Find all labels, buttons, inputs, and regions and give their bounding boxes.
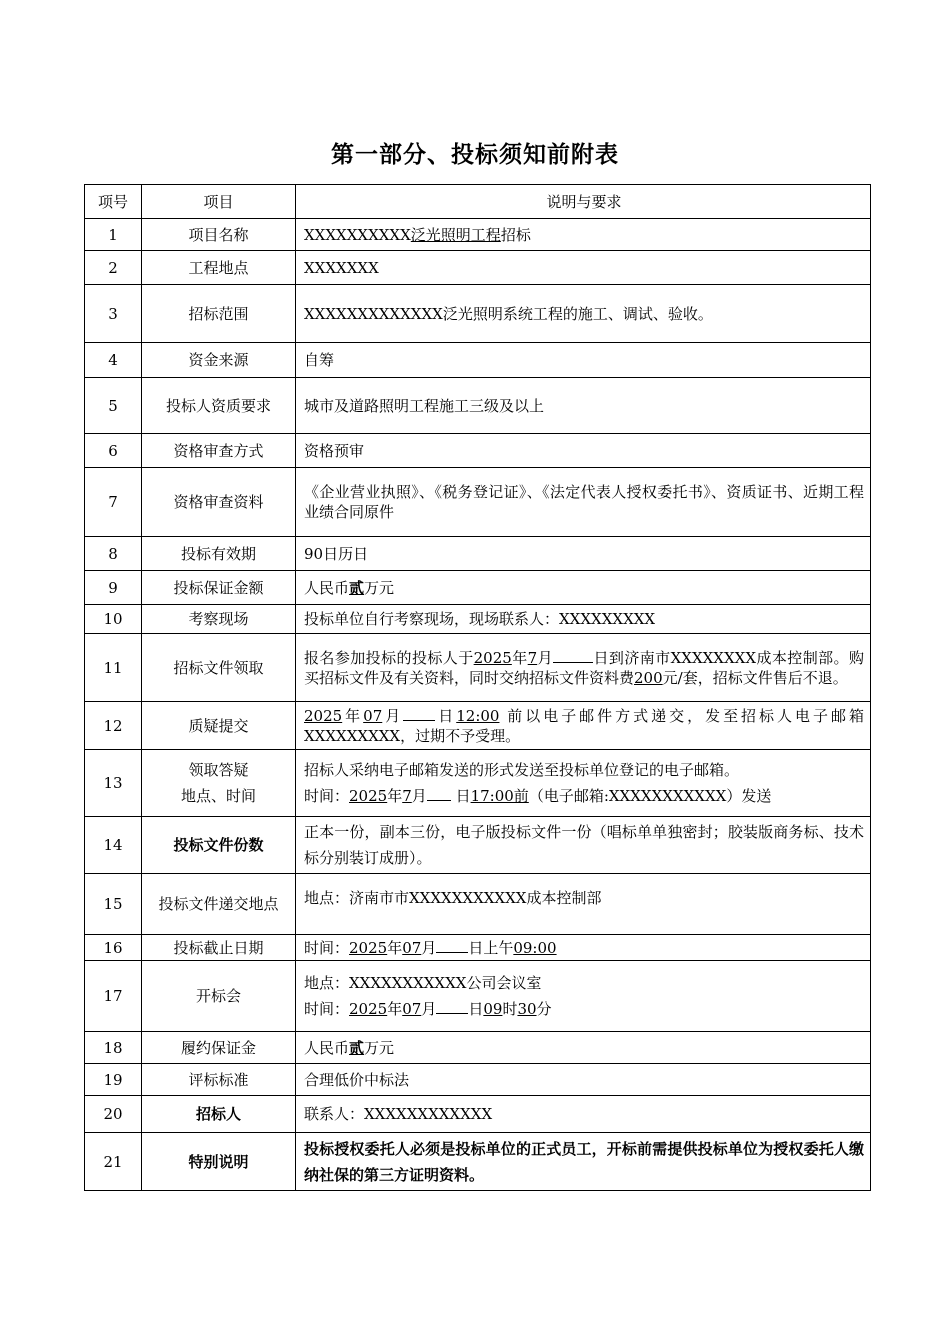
row-no: 17 bbox=[85, 961, 142, 1032]
fee-value: 200 bbox=[634, 668, 663, 687]
time-value: 09:00 bbox=[513, 938, 557, 957]
meeting-place: 地点：XXXXXXXXXXX公司会议室 bbox=[304, 974, 542, 992]
row-item-line: 领取答疑 bbox=[188, 761, 249, 779]
row-desc bbox=[296, 1032, 871, 1064]
row-desc bbox=[296, 750, 871, 817]
row-desc bbox=[296, 961, 871, 1032]
desc-text: 月 bbox=[382, 706, 404, 725]
row-item: 履约保证金 bbox=[142, 1032, 296, 1064]
date-month: 7 bbox=[402, 787, 412, 805]
table-row bbox=[85, 343, 871, 378]
row-no: 6 bbox=[85, 434, 142, 468]
row-item: 项目名称 bbox=[142, 219, 296, 251]
row-item: 投标保证金额 bbox=[142, 571, 296, 605]
date-month: 07 bbox=[402, 1000, 422, 1018]
date-month: 07 bbox=[402, 938, 422, 957]
row-no: 8 bbox=[85, 537, 142, 571]
desc-text: 日 bbox=[455, 787, 471, 805]
date-year: 2025 bbox=[304, 706, 343, 725]
bid-instructions-table bbox=[84, 184, 871, 1191]
table-row bbox=[85, 605, 871, 634]
desc-line bbox=[304, 786, 864, 806]
desc-text: （电子邮箱:XXXXXXXXXXX）发送 bbox=[528, 787, 772, 805]
row-no: 3 bbox=[85, 285, 142, 343]
table-row bbox=[85, 817, 871, 874]
row-no: 9 bbox=[85, 571, 142, 605]
time-minute: 30 bbox=[517, 1000, 537, 1018]
row-desc: XXXXXXX bbox=[296, 251, 871, 285]
desc-text: 日上午 bbox=[468, 938, 514, 957]
row-desc: 联系人：XXXXXXXXXXXX bbox=[296, 1096, 871, 1133]
date-month: 07 bbox=[363, 706, 383, 725]
desc-text: 年 bbox=[387, 787, 403, 805]
row-item: 招标人 bbox=[142, 1096, 296, 1133]
row-item: 招标文件领取 bbox=[142, 634, 296, 702]
desc-text: 年 bbox=[387, 938, 403, 957]
table-row bbox=[85, 961, 871, 1032]
table-row bbox=[85, 468, 871, 537]
desc-text: 年 bbox=[511, 648, 528, 667]
currency-label: 人民币 bbox=[304, 1038, 350, 1057]
desc-text: 月 bbox=[421, 938, 437, 957]
row-item: 考察现场 bbox=[142, 605, 296, 634]
row-no: 2 bbox=[85, 251, 142, 285]
blank-day bbox=[436, 938, 468, 953]
desc-text: 时间： bbox=[304, 787, 350, 805]
row-item bbox=[142, 750, 296, 817]
time-value: 12:00 bbox=[456, 706, 500, 725]
row-no: 11 bbox=[85, 634, 142, 702]
row-desc: 合理低价中标法 bbox=[296, 1064, 871, 1096]
row-no: 5 bbox=[85, 378, 142, 434]
row-item: 投标有效期 bbox=[142, 537, 296, 571]
desc-text: 报名参加投标的投标人于 bbox=[304, 648, 474, 667]
table-row bbox=[85, 251, 871, 285]
row-desc: 投标单位自行考察现场，现场联系人：XXXXXXXXX bbox=[296, 605, 871, 634]
row-no: 12 bbox=[85, 702, 142, 750]
row-desc: 投标授权委托人必须是投标单位的正式员工，开标前需提供投标单位为授权委托人缴纳社保的第三方证明资料。 bbox=[296, 1133, 871, 1191]
row-no: 1 bbox=[85, 219, 142, 251]
blank-day bbox=[427, 786, 451, 801]
row-desc: 自筹 bbox=[296, 343, 871, 378]
row-item: 评标标准 bbox=[142, 1064, 296, 1096]
row-item: 投标人资质要求 bbox=[142, 378, 296, 434]
amount-value: 贰 bbox=[349, 578, 365, 597]
row-no: 7 bbox=[85, 468, 142, 537]
blank-day bbox=[553, 648, 593, 663]
meeting-time bbox=[304, 999, 864, 1019]
row-item: 招标范围 bbox=[142, 285, 296, 343]
desc-text: 年 bbox=[387, 1000, 403, 1018]
row-item: 特别说明 bbox=[142, 1133, 296, 1191]
desc-text: 月 bbox=[411, 787, 427, 805]
header-item: 项目 bbox=[142, 185, 296, 219]
row-no: 14 bbox=[85, 817, 142, 874]
amount-value: 贰 bbox=[349, 1038, 365, 1057]
project-suffix: 招标 bbox=[500, 225, 531, 244]
row-desc bbox=[296, 634, 871, 702]
date-year: 2025 bbox=[349, 938, 388, 957]
date-year: 2025 bbox=[349, 1000, 388, 1018]
row-no: 4 bbox=[85, 343, 142, 378]
row-no: 16 bbox=[85, 935, 142, 961]
row-item: 投标文件份数 bbox=[142, 817, 296, 874]
row-no: 13 bbox=[85, 750, 142, 817]
row-desc: 正本一份，副本三份，电子版投标文件一份（唱标单单独密封；胶装版商务标、技术标分别装订成册）。 bbox=[296, 817, 871, 874]
table-row bbox=[85, 1064, 871, 1096]
desc-text: 日到济南市XXXXXXXX成本控制部。购买招标文件及有关资料，同时交纳招标文件资料费 bbox=[304, 648, 864, 687]
table-row bbox=[85, 1133, 871, 1191]
row-no: 10 bbox=[85, 605, 142, 634]
desc-text: 分 bbox=[536, 1000, 552, 1018]
project-code: XXXXXXXXXX bbox=[304, 225, 411, 244]
table-row bbox=[85, 1032, 871, 1064]
table-row bbox=[85, 537, 871, 571]
row-item: 资格审查方式 bbox=[142, 434, 296, 468]
row-no: 15 bbox=[85, 874, 142, 935]
row-desc: 《企业营业执照》、《税务登记证》、《法定代表人授权委托书》、资质证书、近期工程业绩合同原件 bbox=[296, 468, 871, 537]
desc-text: 月 bbox=[537, 648, 554, 667]
table-row bbox=[85, 285, 871, 343]
desc-text: 年 bbox=[342, 706, 364, 725]
table-header-row bbox=[85, 185, 871, 219]
date-year: 2025 bbox=[349, 787, 388, 805]
date-year: 2025 bbox=[473, 648, 512, 667]
desc-text: 时间： bbox=[304, 1000, 350, 1018]
desc-text: 日 bbox=[435, 706, 457, 725]
time-hour: 09 bbox=[483, 1000, 503, 1018]
table-row bbox=[85, 1096, 871, 1133]
row-desc: XXXXXXXXXXXXX泛光照明系统工程的施工、调试、验收。 bbox=[296, 285, 871, 343]
desc-text: 时 bbox=[502, 1000, 518, 1018]
header-no: 项号 bbox=[85, 185, 142, 219]
desc-text: 日 bbox=[468, 1000, 484, 1018]
row-item: 开标会 bbox=[142, 961, 296, 1032]
desc-text: 前以电子邮件方式递交，发至招标人电子邮箱XXXXXXXXX，过期不予受理。 bbox=[304, 706, 864, 745]
table-row bbox=[85, 571, 871, 605]
row-no: 18 bbox=[85, 1032, 142, 1064]
desc-text: 元/套，招标文件售后不退。 bbox=[662, 668, 848, 687]
blank-day bbox=[403, 706, 435, 721]
header-desc: 说明与要求 bbox=[296, 185, 871, 219]
row-desc: 资格预审 bbox=[296, 434, 871, 468]
row-desc: 城市及道路照明工程施工三级及以上 bbox=[296, 378, 871, 434]
table-row bbox=[85, 219, 871, 251]
row-desc: 90日历日 bbox=[296, 537, 871, 571]
project-name: 泛光照明工程 bbox=[410, 225, 501, 244]
row-no: 21 bbox=[85, 1133, 142, 1191]
document-title: 第一部分、投标须知前附表 bbox=[331, 142, 619, 168]
currency-label: 人民币 bbox=[304, 578, 350, 597]
table-row bbox=[85, 378, 871, 434]
amount-unit: 万元 bbox=[364, 578, 395, 597]
date-month: 7 bbox=[527, 648, 538, 667]
row-no: 19 bbox=[85, 1064, 142, 1096]
table-row bbox=[85, 434, 871, 468]
row-desc bbox=[296, 935, 871, 961]
desc-text: 月 bbox=[421, 1000, 437, 1018]
amount-unit: 万元 bbox=[364, 1038, 395, 1057]
desc-line: 招标人采纳电子邮箱发送的形式发送至投标单位登记的电子邮箱。 bbox=[304, 761, 740, 779]
table-row bbox=[85, 634, 871, 702]
row-item: 资金来源 bbox=[142, 343, 296, 378]
row-item-line: 地点、时间 bbox=[180, 787, 256, 805]
row-desc bbox=[296, 702, 871, 750]
row-item: 工程地点 bbox=[142, 251, 296, 285]
table-row bbox=[85, 874, 871, 935]
table-row bbox=[85, 702, 871, 750]
table-row bbox=[85, 935, 871, 961]
blank-day bbox=[436, 999, 468, 1014]
row-item: 资格审查资料 bbox=[142, 468, 296, 537]
desc-text: 时间： bbox=[304, 938, 350, 957]
row-item: 投标文件递交地点 bbox=[142, 874, 296, 935]
row-item: 质疑提交 bbox=[142, 702, 296, 750]
table-row bbox=[85, 750, 871, 817]
row-desc bbox=[296, 219, 871, 251]
row-no: 20 bbox=[85, 1096, 142, 1133]
row-desc: 地点：济南市市XXXXXXXXXXX成本控制部 bbox=[296, 874, 871, 935]
row-desc bbox=[296, 571, 871, 605]
row-item: 投标截止日期 bbox=[142, 935, 296, 961]
time-value: 17:00前 bbox=[470, 787, 529, 805]
